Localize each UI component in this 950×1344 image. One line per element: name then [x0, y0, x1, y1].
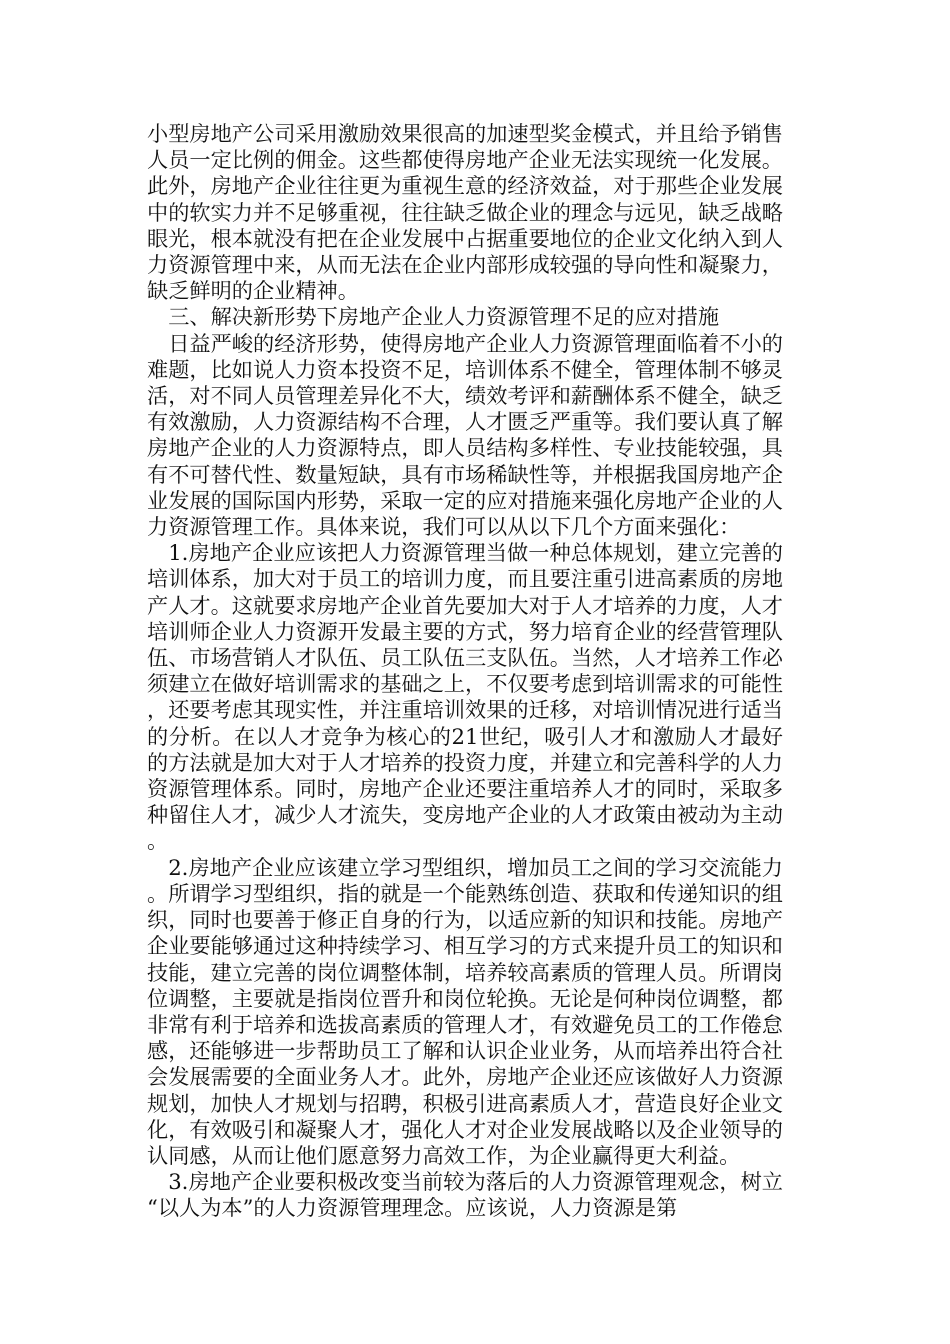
paragraph-continuation: 小型房地产公司采用激励效果很高的加速型奖金模式，并且给予销售人员一定比例的佣金。这些都使得房地产企业无法实现统一化发展。此外，房地产企业往往更为重视生意的经济效益，对于那些企业发展中的软实力并不足够重视，往往缺乏做企业的理念与远见，缺乏战略眼光，根本就没有把在企业发展中占据重要地位的企业文化纳入到人力资源管理中来，从而无法在企业内部形成较强的导向性和凝聚力，缺乏鲜明的企业精神。 — [147, 121, 783, 304]
document-body — [147, 121, 783, 1222]
paragraph-point-2: 2.房地产企业应该建立学习型组织，增加员工之间的学习交流能力。所谓学习型组织，指的就是一个能熟练创造、获取和传递知识的组织，同时也要善于修正自身的行为，以适应新的知识和技能。房地产企业要能够通过这种持续学习、相互学习的方式来提升员工的知识和技能，建立完善的岗位调整体制，培养较高素质的管理人员。所谓岗位调整，主要就是指岗位晋升和岗位轮换。无论是何种岗位调整，都非常有利于培养和选拔高素质的管理人才，有效避免员工的工作倦怠感，还能够进一步帮助员工了解和认识企业业务，从而培养出符合社会发展需要的全面业务人才。此外，房地产企业还应该做好人力资源规划，加快人才规划与招聘，积极引进高素质人才，营造良好企业文化，有效吸引和凝聚人才，强化人才对企业发展战略以及企业领导的认同感，从而让他们愿意努力高效工作，为企业赢得更大利益。 — [147, 854, 783, 1168]
paragraph-point-3: 3.房地产企业要积极改变当前较为落后的人力资源管理观念，树立“以人为本”的人力资源管理理念。应该说，人力资源是第 — [147, 1169, 783, 1221]
paragraph-point-1: 1.房地产企业应该把人力资源管理当做一种总体规划，建立完善的培训体系，加大对于员工的培训力度，而且要注重引进高素质的房地产人才。这就要求房地产企业首先要加大对于人才培养的力度，人才培训师企业人力资源开发最主要的方式，努力培育企业的经营管理队伍、市场营销人才队伍、员工队伍三支队伍。当然，人才培养工作必须建立在做好培训需求的基础之上，不仅要考虑到培训需求的可能性，还要考虑其现实性，并注重培训效果的迁移，对培训情况进行适当的分析。在以人才竞争为核心的21世纪，吸引人才和激励人才最好的方法就是加大对于人才培养的投资力度，并建立和完善科学的人力资源管理体系。同时，房地产企业还要注重培养人才的同时，采取多种留住人才，减少人才流失，变房地产企业的人才政策由被动为主动。 — [147, 540, 783, 854]
section-heading-three: 三、解决新形势下房地产企业人力资源管理不足的应对措施 — [168, 304, 720, 330]
paragraph-intro: 日益严峻的经济形势，使得房地产企业人力资源管理面临着不小的难题，比如说人力资本投资不足，培训体系不健全，管理体制不够灵活，对不同人员管理差异化不大，绩效考评和薪酬体系不健全，缺乏有效激励，人力资源结构不合理，人才匮乏严重等。我们要认真了解房地产企业的人力资源特点，即人员结构多样性、专业技能较强，具有不可替代性、数量短缺，具有市场稀缺性等，并根据我国房地产企业发展的国际国内形势，采取一定的应对措施来强化房地产企业的人力资源管理工作。具体来说，我们可以从以下几个方面来强化： — [147, 330, 783, 540]
